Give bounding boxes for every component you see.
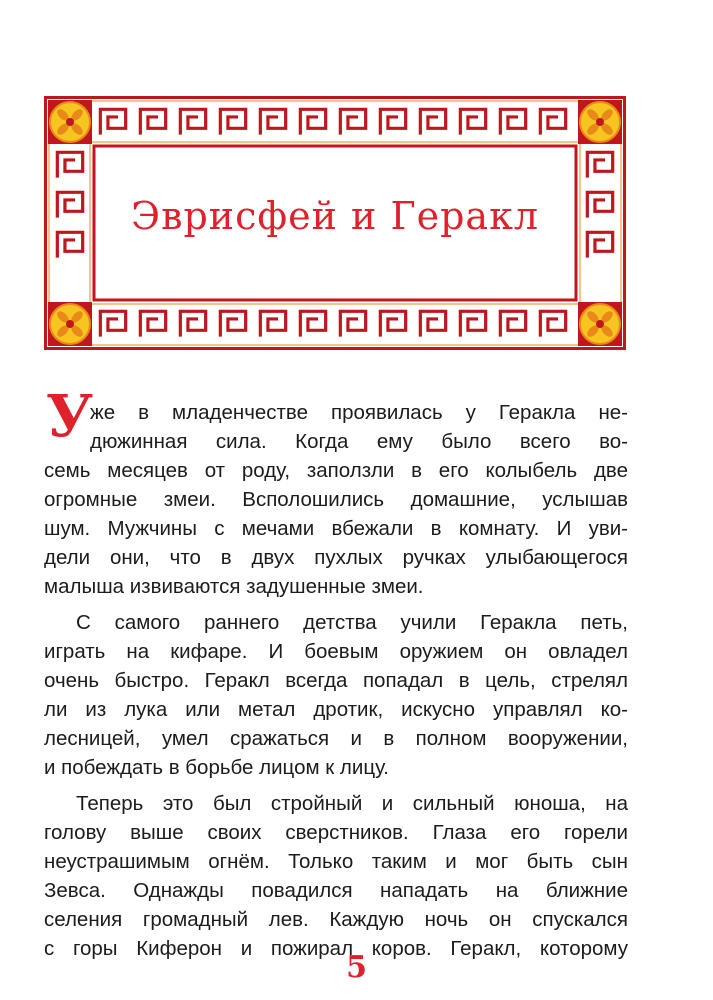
meander-segment: [260, 311, 285, 336]
text-line: и побеждать в борьбе лицом к лицу.: [44, 756, 389, 779]
meander-segment: [260, 109, 285, 134]
chapter-title: Эврисфей и Геракл: [131, 194, 539, 238]
text-line: Зевса. Однажды повадился нападать на ближние: [44, 879, 628, 902]
corner-rosette: [48, 100, 92, 144]
meander-segment: [220, 311, 245, 336]
text-line: голову выше своих сверстников. Глаза его горели: [44, 821, 628, 844]
text-line: шум. Мужчины с мечами вбежали в комнату. И уви-: [44, 517, 628, 540]
meander-segment: [540, 109, 565, 134]
text-line: ли из лука или метал дротик, искусно управлял ко-: [44, 698, 628, 721]
meander-segment: [140, 109, 165, 134]
text-line: дюжинная сила. Когда ему было всего во-: [90, 430, 628, 453]
meander-segment: [380, 109, 405, 134]
paragraph-3: [44, 789, 628, 963]
meander-segment: [180, 311, 205, 336]
meander-segment: [460, 311, 485, 336]
text-line: очень быстро. Геракл всегда попадал в цель, стрелял: [44, 669, 628, 692]
meander-segment: [57, 152, 82, 177]
meander-segment: [500, 311, 525, 336]
text-line: дели они, что в двух пухлых ручках улыбающегося: [44, 546, 628, 569]
corner-rosette: [48, 302, 92, 346]
text-line: играть на кифаре. И боевым оружием он овладел: [44, 640, 628, 663]
text-line: неустрашимым огнём. Только таким и мог быть сын: [44, 850, 628, 873]
meander-segment: [100, 109, 125, 134]
title-ornamental-frame: [44, 96, 626, 350]
story-text: [44, 398, 628, 970]
paragraph-2: [44, 608, 628, 782]
meander-segment: [420, 109, 445, 134]
text-line: с горы Киферон и пожирал коров. Геракл, которому: [44, 937, 628, 960]
text-line: огромные змеи. Всполошились домашние, услышав: [44, 488, 628, 511]
text-line: лесницей, умел сражаться и в полном вооружении,: [44, 727, 628, 750]
meander-segment: [300, 109, 325, 134]
text-line: Теперь это был стройный и сильный юноша, на: [76, 792, 628, 815]
corner-rosette: [578, 302, 622, 346]
meander-segment: [340, 311, 365, 336]
page-number: 5: [346, 950, 367, 985]
meander-segment: [140, 311, 165, 336]
text-line: С самого раннего детства учили Геракла петь,: [76, 611, 628, 634]
meander-segment: [180, 109, 205, 134]
drop-cap-glyph: У: [46, 382, 94, 450]
text-line: селения громадный лев. Каждую ночь он спускался: [44, 908, 628, 931]
meander-segment: [300, 311, 325, 336]
meander-segment: [340, 109, 365, 134]
meander-segment: [100, 311, 125, 336]
meander-segment: [220, 109, 245, 134]
corner-rosette: [578, 100, 622, 144]
meander-segment: [380, 311, 405, 336]
text-line: же в младенчестве проявилась у Геракла не-: [90, 401, 628, 424]
meander-segment: [420, 311, 445, 336]
text-line: семь месяцев от роду, заползли в его колыбель две: [44, 459, 628, 482]
meander-segment: [460, 109, 485, 134]
paragraph-1: [44, 398, 628, 601]
meander-segment: [500, 109, 525, 134]
meander-segment: [587, 152, 612, 177]
text-line: малыша извиваются задушенные змеи.: [44, 575, 424, 598]
meander-segment: [540, 311, 565, 336]
